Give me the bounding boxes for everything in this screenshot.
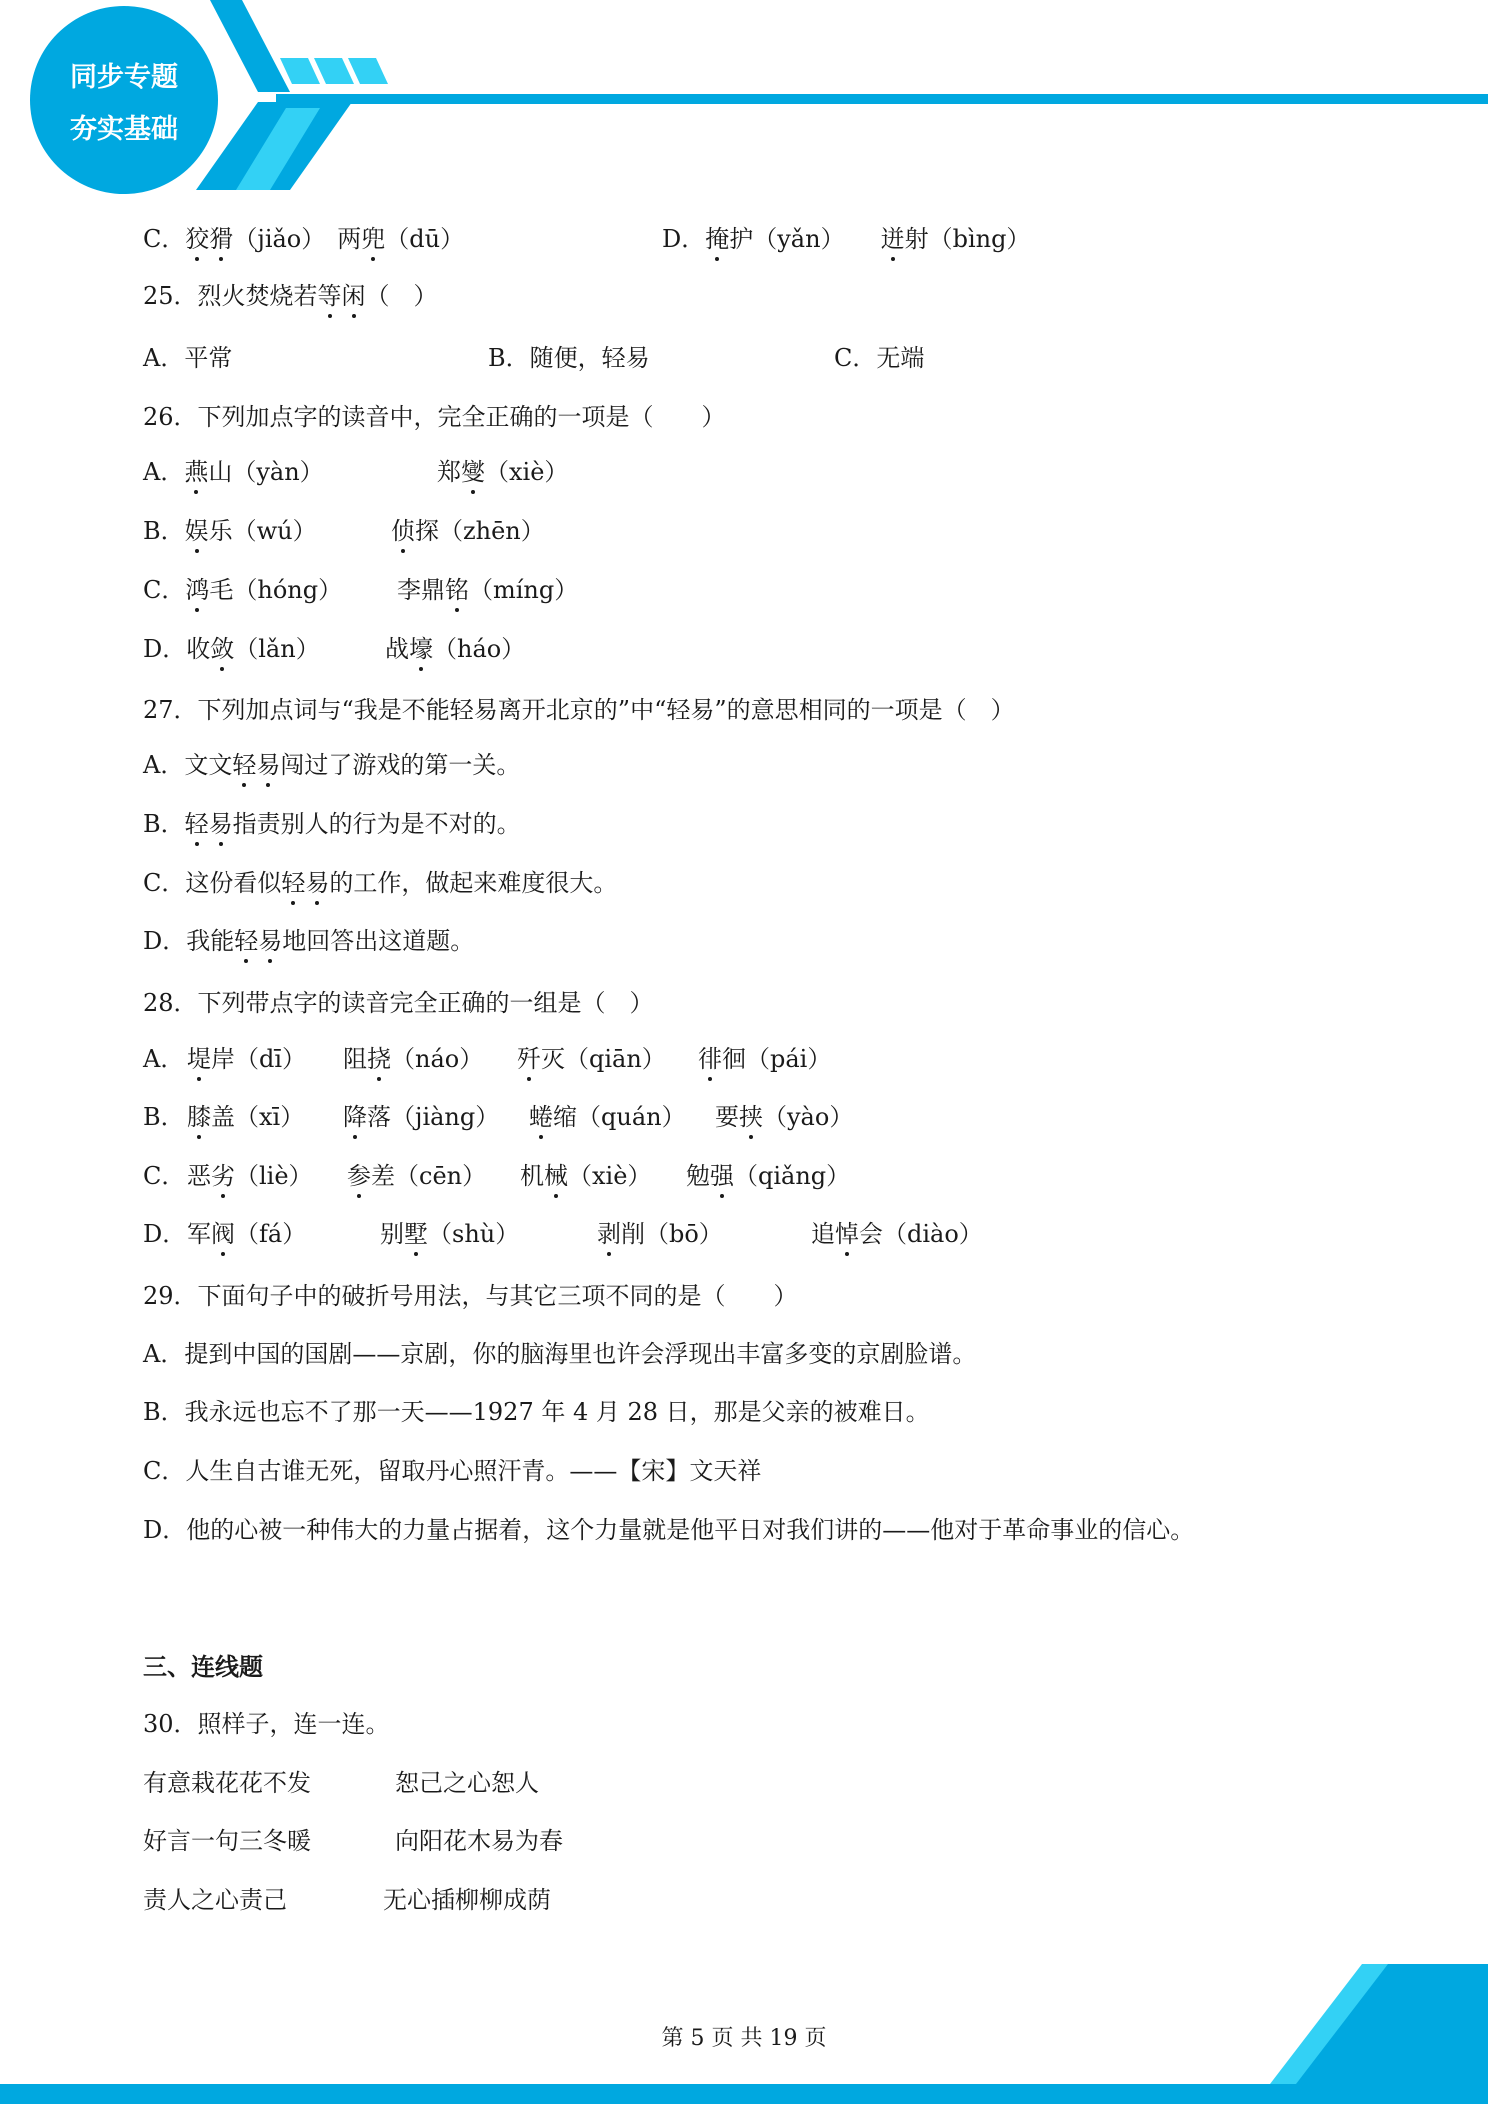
header-parallelogram-2	[314, 58, 354, 84]
q28-stem: 28．下列带点字的读音完全正确的一组是（ ）	[143, 989, 654, 1017]
q28-c-item-4: 勉强（qiǎng）	[686, 1162, 851, 1190]
q29-option-a: A．提到中国的国剧——京剧，你的脑海里也许会浮现出丰富多变的京剧脸谱。	[143, 1340, 977, 1368]
footer-bar	[0, 2084, 1488, 2104]
q25-option-c: C．无端	[834, 344, 925, 372]
q28-d-item-2: 别墅（shù）	[380, 1220, 520, 1248]
q27-option-d: D．我能轻易地回答出这道题。	[143, 927, 475, 955]
badge-line-2: 夯实基础	[70, 114, 178, 145]
q28-c-item-1: 恶劣（liè）	[187, 1162, 313, 1190]
q24-option-d: D．掩护（yǎn） 迸射（bìng）	[662, 225, 1031, 253]
q29-option-b: B．我永远也忘不了那一天——1927 年 4 月 28 日，那是父亲的被难日。	[143, 1398, 930, 1426]
q28-d-item-4: 追悼会（diào）	[811, 1220, 983, 1248]
q29-stem: 29．下面句子中的破折号用法，与其它三项不同的是（ ）	[143, 1282, 798, 1310]
header-badge-text	[36, 52, 212, 156]
header-top-stripe	[210, 0, 290, 92]
q28-d-item-1: 军阀（fá）	[187, 1220, 307, 1248]
q30-right-3: 无心插柳柳成荫	[383, 1886, 551, 1914]
q29-option-c: C．人生自古谁无死，留取丹心照汗青。——【宋】文天祥	[143, 1457, 762, 1485]
q27-option-b: B．轻易指责别人的行为是不对的。	[143, 810, 521, 838]
q28-b-item-4: 要挟（yào）	[715, 1103, 854, 1131]
q25-stem: 25．烈火焚烧若等闲（ ）	[143, 282, 438, 310]
q28-a-item-4: 徘徊（pái）	[698, 1045, 832, 1073]
q25-option-a: A．平常	[143, 344, 233, 372]
q28-b-item-1: 膝盖（xī）	[187, 1103, 305, 1131]
header-line	[276, 94, 1488, 104]
q30-left-2: 好言一句三冬暖	[143, 1827, 311, 1855]
page-number: 第 5 页 共 19 页	[661, 2026, 827, 2051]
q28-c-item-3: 机械（xiè）	[520, 1162, 652, 1190]
q28-a-item-2: 阻挠（náo）	[343, 1045, 484, 1073]
q30-left-1: 有意栽花花不发	[143, 1769, 311, 1797]
q27-option-a: A．文文轻易闯过了游戏的第一关。	[143, 751, 521, 779]
q30-stem: 30．照样子，连一连。	[143, 1710, 390, 1738]
q26-stem: 26．下列加点字的读音中，完全正确的一项是（ ）	[143, 403, 726, 431]
q28-d-item-3: 剥削（bō）	[597, 1220, 723, 1248]
q27-stem: 27．下列加点词与“我是不能轻易离开北京的”中“轻易”的意思相同的一项是（ ）	[143, 696, 1015, 724]
q30-right-2: 向阳花木易为春	[395, 1827, 563, 1855]
q28-b-item-3: 蜷缩（quán）	[529, 1103, 686, 1131]
header-parallelogram-3	[348, 58, 388, 84]
header-parallelogram-1	[280, 58, 320, 84]
q25-option-b: B．随便，轻易	[488, 344, 650, 372]
q24-option-c: C．狡猾（jiǎo） 两兜（dū）	[143, 225, 465, 253]
q28-b-item-2: 降落（jiàng）	[343, 1103, 500, 1131]
q28-a-item-3: 歼灭（qiān）	[517, 1045, 666, 1073]
header-decoration	[0, 0, 1488, 200]
q27-option-c: C．这份看似轻易的工作，做起来难度很大。	[143, 869, 618, 897]
badge-line-1: 同步专题	[70, 62, 178, 93]
page-header	[0, 0, 1488, 200]
q30-right-1: 恕己之心恕人	[395, 1769, 539, 1797]
q29-option-d: D．他的心被一种伟大的力量占据着，这个力量就是他平日对我们讲的——他对于革命事业的信心。	[143, 1516, 1195, 1544]
q28-c-item-2: 参差（cēn）	[347, 1162, 487, 1190]
q28-a-item-1: 堤岸（dī）	[187, 1045, 307, 1073]
section-title: 三、连线题	[143, 1653, 263, 1681]
q30-left-3: 责人之心责己	[143, 1886, 287, 1914]
